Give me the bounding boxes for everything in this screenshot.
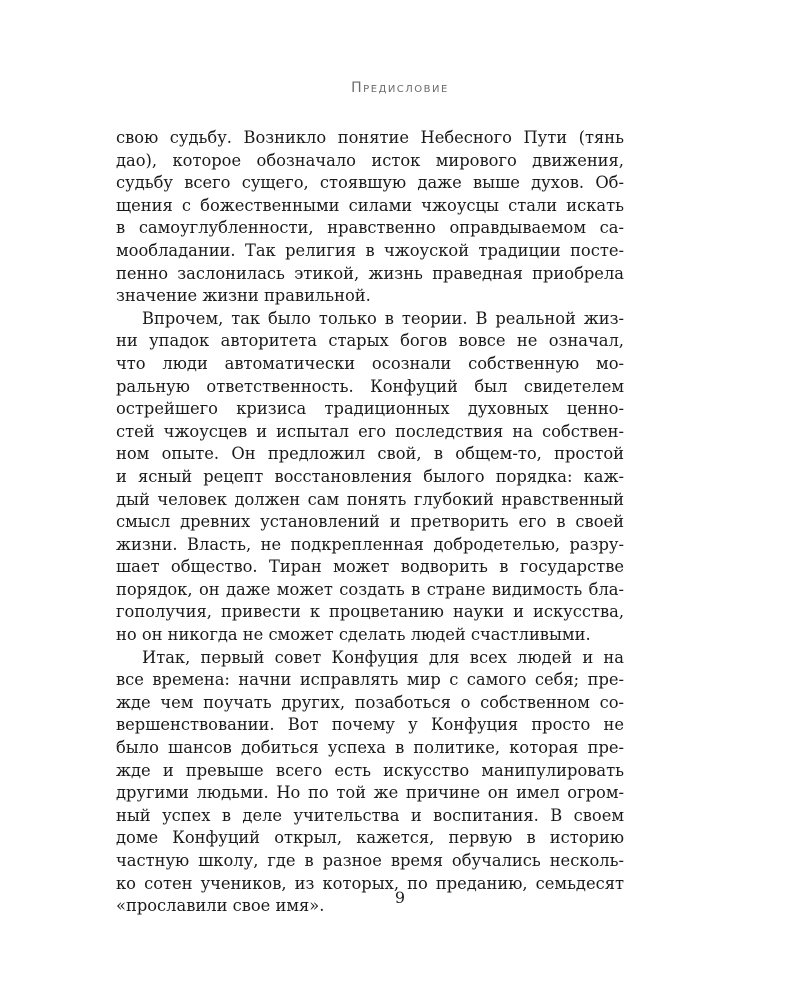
text-line: что люди автоматически осознали собственную мо-: [116, 353, 624, 373]
text-line: шает общество. Тиран может водворить в государстве: [116, 557, 624, 577]
text-line: частную школу, где в разное время обучались несколь-: [116, 851, 624, 870]
page-number: 9: [394, 888, 406, 907]
text-line: значение жизни правильной.: [116, 286, 371, 306]
text-line: но он никогда не сможет сделать людей счастливыми.: [116, 625, 591, 645]
text-line: ни упадок авторитета старых богов вовсе не означал,: [116, 331, 624, 351]
text-line: ный успех в деле учительства и воспитания. В своем: [116, 805, 624, 825]
text-line: свою судьбу. Возникло понятие Небесного Пути (тянь: [116, 128, 624, 147]
text-line: все времена: начни исправлять мир с самого себя; пре-: [116, 670, 624, 690]
paragraph: [116, 647, 624, 918]
text-line: жде чем поучать других, позаботься о собственном со-: [116, 692, 624, 712]
text-line: вершенствовании. Вот почему у Конфуция просто не: [116, 715, 624, 735]
text-line: судьбу всего сущего, стоявшую даже выше духов. Об-: [116, 173, 624, 193]
text-line: мообладании. Так религия в чжоуской традиции посте-: [116, 240, 624, 260]
text-line: ко сотен учеников, из которых, по преданию, семьдесят: [116, 873, 624, 893]
text-line: острейшего кризиса традиционных духовных ценно-: [116, 399, 624, 419]
text-line: жде и превыше всего есть искусство манипулировать: [116, 760, 624, 780]
text-line: щения с божественными силами чжоусцы стали искать: [116, 195, 624, 215]
body-text: [116, 127, 624, 918]
paragraph: [116, 127, 624, 308]
text-line: пенно заслонилась этикой, жизнь праведная приобрела: [116, 263, 624, 283]
text-line: и ясный рецепт восстановления былого порядка: каж-: [116, 466, 624, 486]
text-line: другими людьми. Но по той же причине он имел огром-: [116, 783, 624, 803]
text-line: дый человек должен сам понять глубокий нравственный: [116, 489, 624, 509]
text-line: Впрочем, так было только в теории. В реальной жиз-: [142, 308, 624, 328]
text-line: смысл древних установлений и претворить его в своей: [116, 512, 624, 532]
text-line: стей чжоусцев и испытал его последствия на собствен-: [116, 421, 624, 441]
text-line: ральную ответственность. Конфуций был свидетелем: [116, 376, 624, 396]
text-line: дао), которое обозначало исток мирового движения,: [116, 150, 624, 170]
text-line: было шансов добиться успеха в политике, которая пре-: [116, 738, 624, 758]
text-line: порядок, он даже может создать в стране видимость бла-: [116, 579, 624, 599]
text-line: ном опыте. Он предложил свой, в общем-то, простой: [116, 444, 624, 464]
text-line: доме Конфуций открыл, кажется, первую в историю: [116, 828, 624, 848]
text-line: «прославили свое имя».: [116, 896, 325, 916]
text-line: в самоуглубленности, нравственно оправдываемом са-: [116, 218, 624, 238]
text-line: Итак, первый совет Конфуция для всех людей и на: [142, 647, 624, 667]
text-line: жизни. Власть, не подкрепленная добродетелью, разру-: [116, 534, 624, 554]
text-line: гополучия, привести к процветанию науки и искусства,: [116, 602, 624, 622]
paragraph: [116, 308, 624, 647]
running-head: Предисловие: [351, 80, 449, 96]
